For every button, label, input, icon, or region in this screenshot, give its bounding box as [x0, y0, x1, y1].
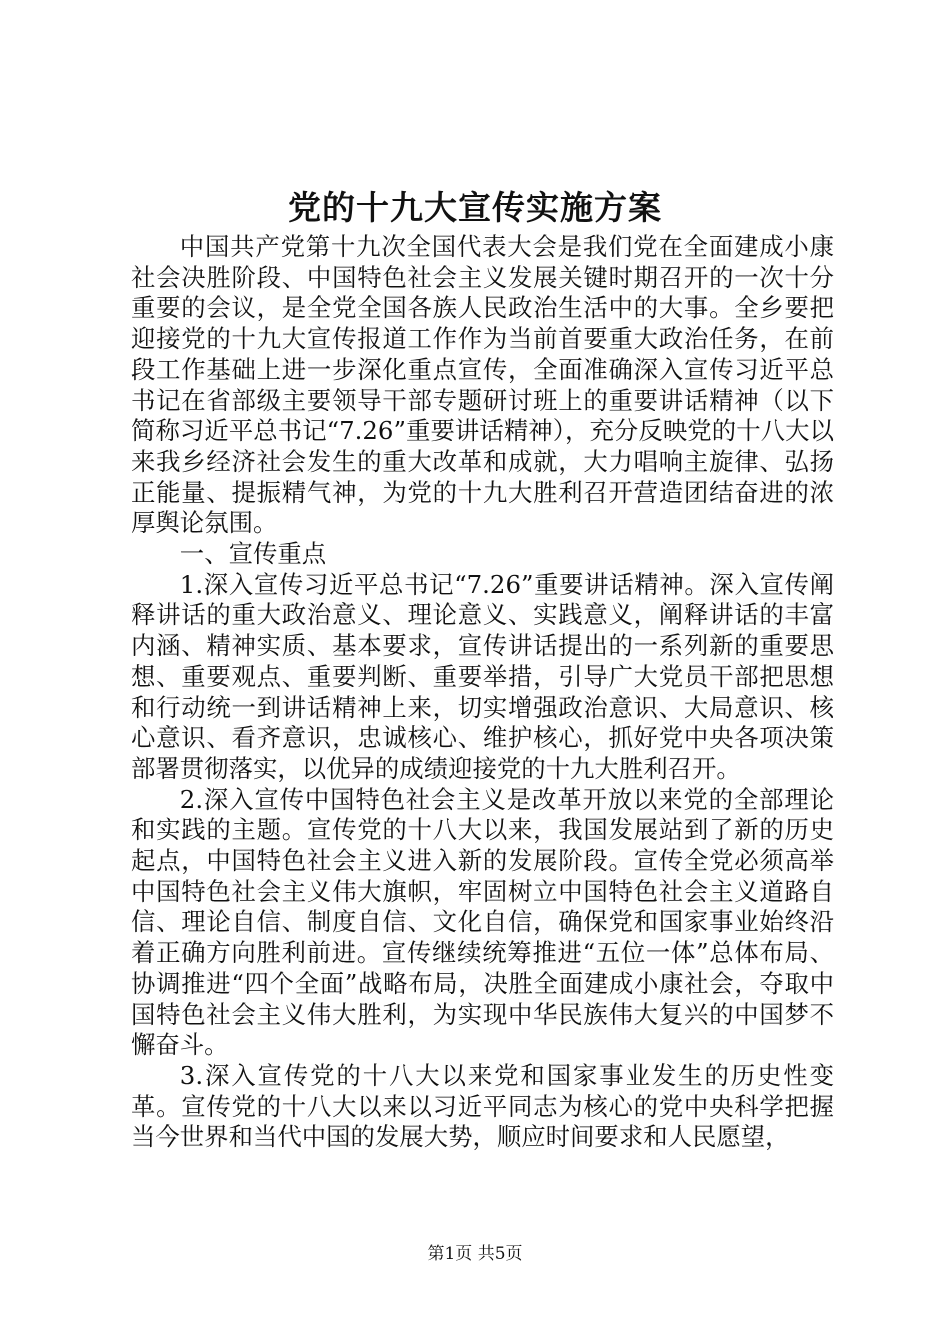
paragraph-item-3: 3.深入宣传党的十八大以来党和国家事业发生的历史性变革。宣传党的十八大以来以习近平同志为核心的党中央科学把握当今世界和当代中国的发展大势，顺应时间要求和人民愿望，	[131, 1060, 834, 1152]
page-footer: 第1页 共5页	[427, 1244, 523, 1264]
section-heading: 一、宣传重点	[179, 539, 327, 569]
document-body	[131, 232, 834, 1153]
document-title: 党的十九大宣传实施方案	[288, 188, 662, 227]
paragraph-item-1: 1.深入宣传习近平总书记“7.26”重要讲话精神。深入宣传阐释讲话的重大政治意义、理论意义、实践意义，阐释讲话的丰富内涵、精神实质、基本要求，宣传讲话提出的一系列新的重要思想、重要观点、重要判断、重要举措，引导广大党员干部把思想和行动统一到讲话精神上来，切实增强政治意识、大局意识、核心意识、看齐意识，忠诚核心、维护核心，抓好党中央各项决策部署贯彻落实，以优异的成绩迎接党的十九大胜利召开。	[131, 569, 834, 783]
paragraph-intro: 中国共产党第十九次全国代表大会是我们党在全面建成小康社会决胜阶段、中国特色社会主义发展关键时期召开的一次十分重要的会议，是全党全国各族人民政治生活中的大事。全乡要把迎接党的十九大宣传报道工作作为当前首要重大政治任务，在前段工作基础上进一步深化重点宣传，全面准确深入宣传习近平总书记在省部级主要领导干部专题研讨班上的重要讲话精神（以下简称习近平总书记“7.26”重要讲话精神），充分反映党的十八大以来我乡经济社会发生的重大改革和成就，大力唱响主旋律、弘扬正能量、提振精气神，为党的十九大胜利召开营造团结奋进的浓厚舆论氛围。	[131, 232, 834, 538]
paragraph-item-2: 2.深入宣传中国特色社会主义是改革开放以来党的全部理论和实践的主题。宣传党的十八大以来，我国发展站到了新的历史起点，中国特色社会主义进入新的发展阶段。宣传全党必须高举中国特色社会主义伟大旗帜，牢固树立中国特色社会主义道路自信、理论自信、制度自信、文化自信，确保党和国家事业始终沿着正确方向胜利前进。宣传继续统筹推进“五位一体”总体布局、协调推进“四个全面”战略布局，决胜全面建成小康社会，夺取中国特色社会主义伟大胜利，为实现中华民族伟大复兴的中国梦不懈奋斗。	[131, 784, 834, 1060]
